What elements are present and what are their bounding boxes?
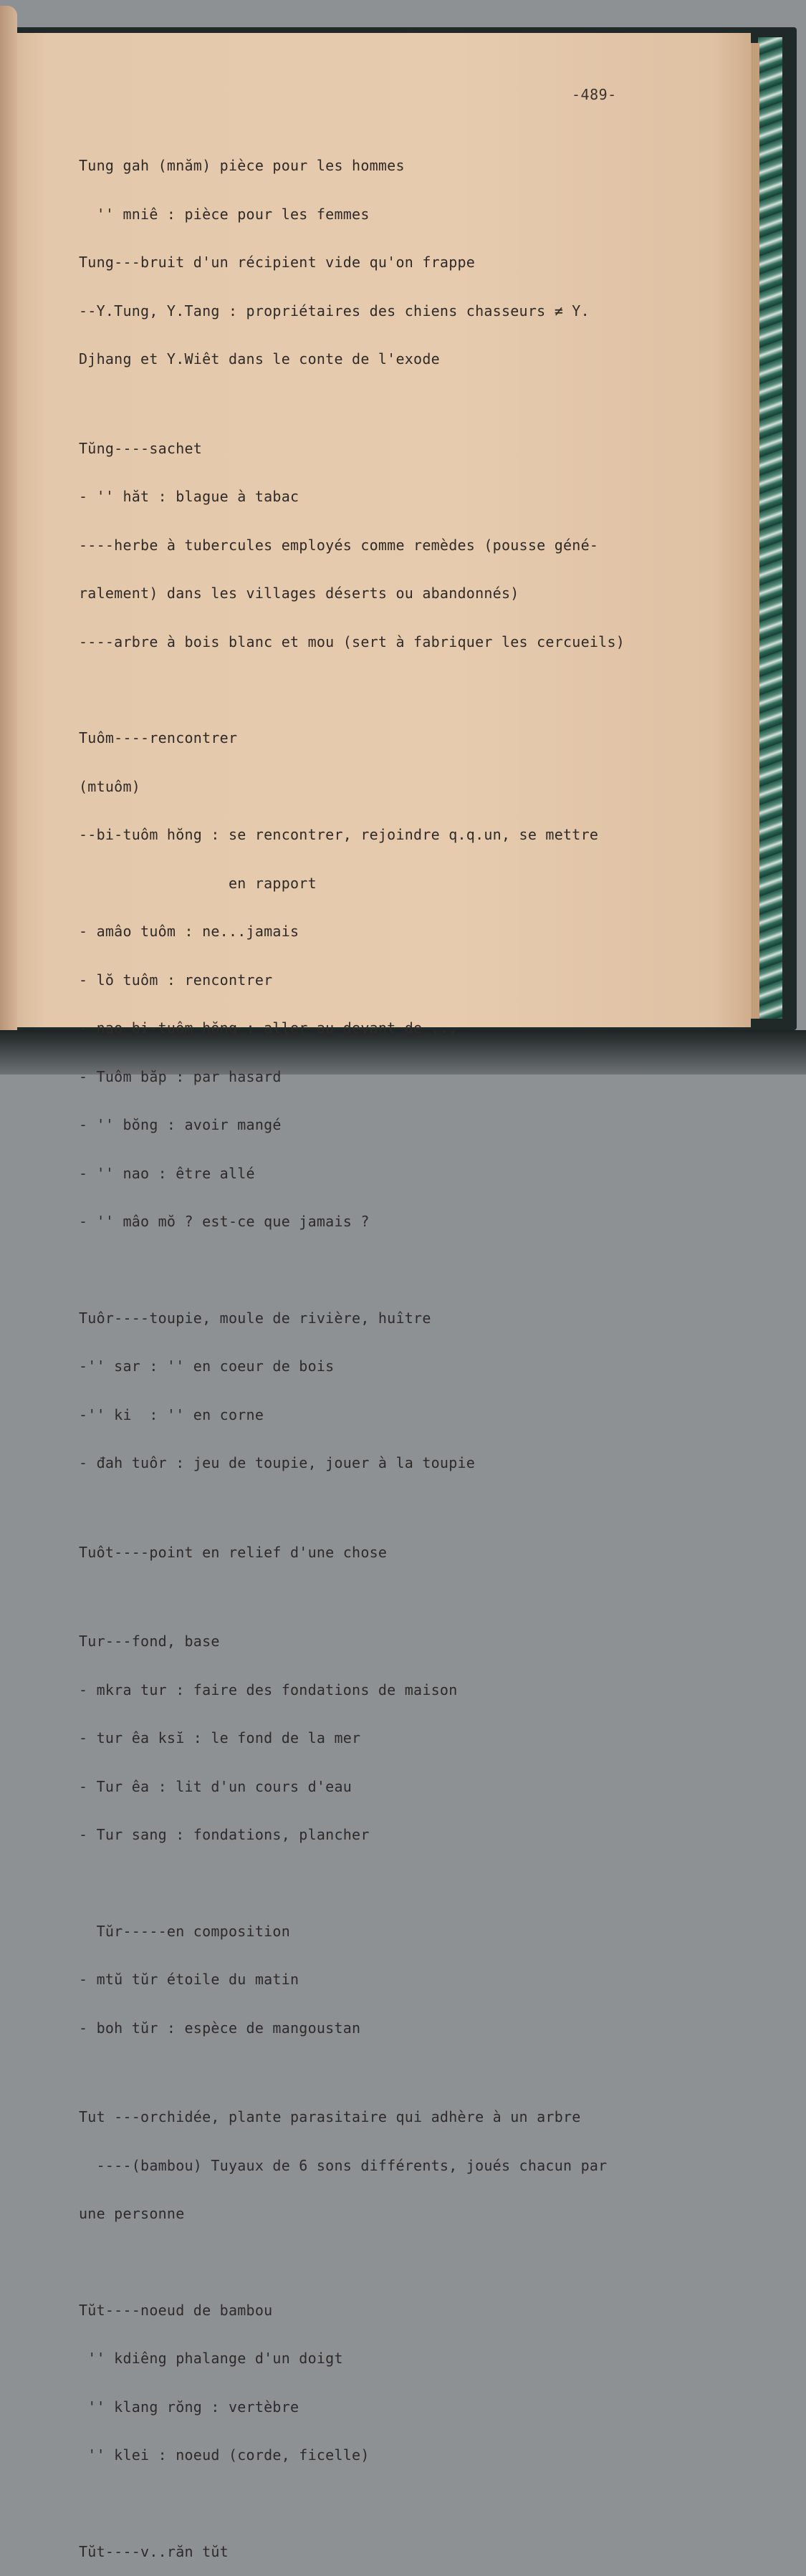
entry-line: - '' nao : être allé [79, 1164, 255, 1182]
entry-line: '' mniê : pièce pour les femmes [79, 205, 370, 223]
entry-line: - mtŭ tŭr étoile du matin [79, 1971, 299, 1988]
entry-line: Tuôm----rencontrer [79, 729, 238, 746]
dictionary-entries [79, 125, 625, 2576]
entry-line: '' kdiêng phalange d'un doigt [79, 2350, 343, 2367]
entry-line: Tŭt----noeud de bambou [79, 2301, 273, 2319]
page-number: -489- [572, 86, 617, 103]
entry-line: Tuôr----toupie, moule de rivière, huître [79, 1309, 431, 1327]
entry-line: Tur---fond, base [79, 1633, 220, 1650]
entry-line: - lŏ tuôm : rencontrer [79, 971, 273, 989]
entry-line: (mtuôm) [79, 777, 141, 795]
entry-line: - mkra tur : faire des fondations de maison [79, 1681, 458, 1698]
previous-page-curl [0, 6, 17, 1059]
entry-line: - Tur êa : lit d'un cours d'eau [79, 1777, 352, 1795]
entry-line: - tur êa ksĭ : le fond de la mer [79, 1729, 361, 1746]
entry-line: - nao bi-tuôm hŏng : aller au devant de ... [79, 1019, 458, 1037]
entry-line: - đah tuôr : jeu de toupie, jouer à la toupie [79, 1454, 476, 1471]
entry-line: une personne [79, 2205, 185, 2222]
entry-line: Tut ---orchidée, plante parasitaire qui adhère à un arbre [79, 2108, 581, 2125]
entry-line: '' klang rŏng : vertèbre [79, 2398, 299, 2416]
entry-line: Tung gah (mnăm) pièce pour les hommes [79, 157, 405, 174]
entry-line: ralement) dans les villages déserts ou abandonnés) [79, 585, 519, 602]
entry-line: ----(bambou) Tuyaux de 6 sons différents, joués chacun par [79, 2156, 608, 2174]
entry-line: Tuôt----point en relief d'une chose [79, 1543, 388, 1561]
entry-line: --bi-tuôm hŏng : se rencontrer, rejoindre q.q.un, se mettre [79, 826, 599, 843]
entry-line: Tŭng----sachet [79, 439, 203, 457]
entry-line: Djhang et Y.Wiêt dans le conte de l'exode [79, 350, 440, 367]
entry-line: --Y.Tung, Y.Tang : propriétaires des chiens chasseurs ≠ Y. [79, 302, 590, 319]
entry-line: - Tur sang : fondations, plancher [79, 1826, 370, 1843]
entry-line: ----herbe à tubercules employés comme remèdes (pousse géné- [79, 536, 599, 554]
entry-line: - Tuôm băp : par hasard [79, 1067, 282, 1085]
entry-line: en rapport [79, 874, 317, 892]
entry-line: -'' ki : '' en corne [79, 1405, 264, 1423]
entry-line: - amâo tuôm : ne...jamais [79, 923, 299, 940]
entry-line: - '' bŏng : avoir mangé [79, 1116, 282, 1133]
entry-line: Tŭt----v..răn tŭt [79, 2542, 229, 2560]
entry-line: '' klei : noeud (corde, ficelle) [79, 2446, 370, 2464]
entry-line: Tŭr-----en composition [79, 1922, 290, 1940]
entry-line: -'' sar : '' en coeur de bois [79, 1357, 335, 1375]
entry-line: - boh tŭr : espèce de mangoustan [79, 2019, 361, 2037]
entry-line: ----arbre à bois blanc et mou (sert à fabriquer les cercueils) [79, 633, 625, 650]
entry-line: - '' hăt : blague à tabac [79, 488, 299, 505]
marbled-edge [758, 37, 782, 1019]
entry-line: - '' mâo mŏ ? est-ce que jamais ? [79, 1213, 370, 1230]
entry-line: Tung---bruit d'un récipient vide qu'on frappe [79, 254, 476, 271]
